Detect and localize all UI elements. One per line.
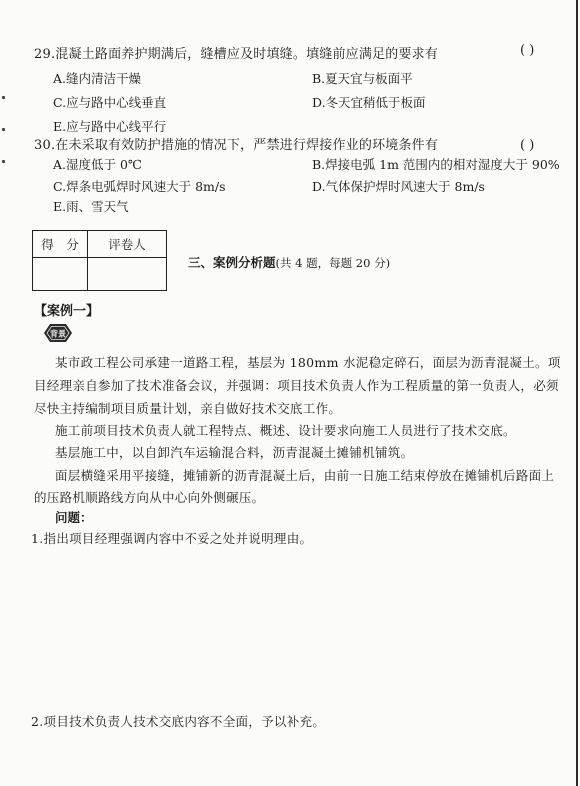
margin-mark [2, 128, 5, 131]
score-table [32, 230, 167, 291]
questions-label: 问题： [55, 510, 93, 525]
q29-option-d: D.冬天宜稍低于板面 [312, 95, 426, 110]
case-paragraph-1-line-1: 某市政工程公司承建一道路工程，基层为 180mm 水泥稳定碎石，面层为沥青混凝土。项 [55, 355, 561, 370]
q29-option-b: B.夏天宜与板面平 [312, 71, 413, 86]
q30-option-b: B.焊接电弧 1m 范围内的相对湿度大于 90% [312, 157, 560, 172]
q30-answer-paren: ( ) [520, 138, 535, 153]
score-cell[interactable] [33, 258, 88, 291]
case-heading: 【案例一】 [34, 304, 100, 319]
case-paragraph-1-line-2: 目经理亲自参加了技术准备会议，并强调：项目技术负责人作为工程质量的第一负责人，必须 [34, 378, 559, 393]
case-paragraph-2: 施工前项目技术负责人就工程特点、概述、设计要求向施工人员进行了技术交底。 [55, 423, 516, 438]
question-2: 2.项目技术负责人技术交底内容不全面，予以补充。 [31, 714, 326, 729]
q29-stem: 29.混凝土路面养护期满后，缝槽应及时填缝。填缝前应满足的要求有 [34, 47, 439, 62]
q30-option-d: D.气体保护焊时风速大于 8m/s [312, 179, 485, 194]
grader-cell[interactable] [88, 258, 167, 291]
case-paragraph-4-line-1: 面层横缝采用平接缝，摊铺新的沥青混凝土后，由前一日施工结束停放在摊铺机后路面上 [55, 468, 555, 483]
q30-option-c: C.焊条电弧焊时风速大于 8m/s [53, 179, 226, 194]
section-title-text: 三、案例分析题 [188, 255, 276, 270]
background-badge-icon [40, 322, 76, 344]
question-1: 1.指出项目经理强调内容中不妥之处并说明理由。 [31, 531, 313, 546]
q30-option-e: E.雨、雪天气 [53, 199, 129, 214]
margin-mark [2, 160, 5, 163]
case-paragraph-3: 基层施工中，以自卸汽车运输混合料，沥青混凝土摊铺机铺筑。 [55, 445, 414, 460]
section-title [188, 252, 390, 271]
page-edge-line [576, 0, 578, 786]
q29-answer-paren: ( ) [520, 43, 535, 58]
q29-option-c: C.应与路中心线垂直 [53, 95, 167, 110]
margin-mark [2, 96, 5, 99]
q29-option-e: E.应与路中心线平行 [53, 119, 167, 134]
q30-option-a: A.湿度低于 0℃ [53, 157, 142, 172]
section-note: (共 4 题，每题 20 分) [275, 256, 391, 270]
case-paragraph-4-line-2: 的压路机顺路线方向从中心向外侧碾压。 [34, 490, 265, 505]
q30-stem: 30.在未采取有效防护措施的情况下，严禁进行焊接作业的环境条件有 [34, 138, 439, 153]
badge-label: 背景 [50, 329, 66, 339]
score-header: 得 分 [33, 231, 88, 258]
case-paragraph-1-line-3: 尽快主持编制项目质量计划，亲自做好技术交底工作。 [34, 401, 342, 416]
q29-option-a: A.缝内清洁干燥 [53, 71, 142, 86]
grader-header: 评卷人 [88, 231, 167, 258]
